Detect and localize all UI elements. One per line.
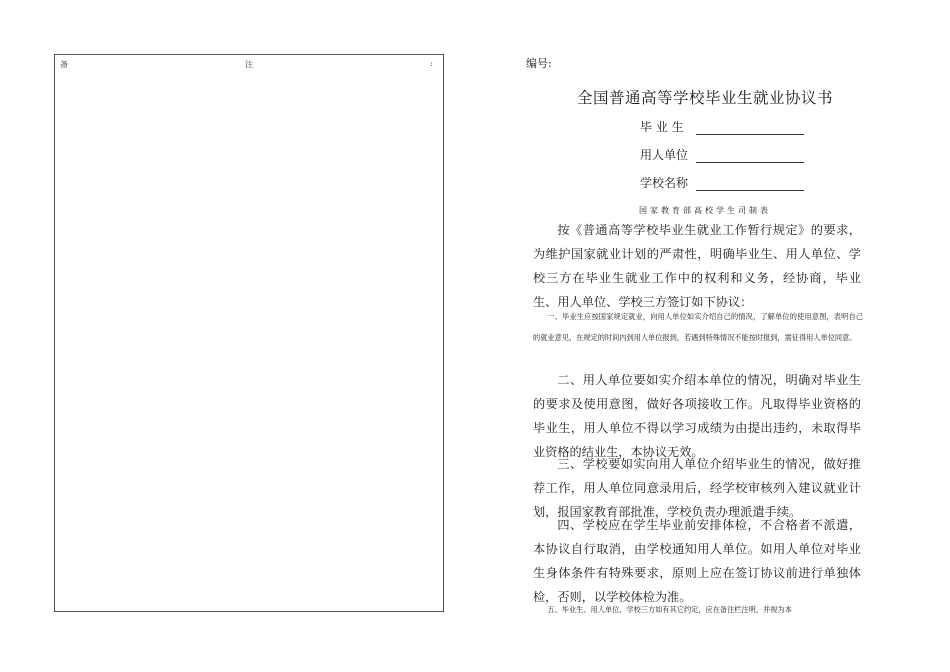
clause-5: 五、毕业生、用人单位、学校三方如有其它约定，应在备注栏注明，并视为本 (547, 605, 792, 614)
serial-number-label: 编号: (526, 57, 552, 70)
remarks-label-char-2: 注 (245, 60, 253, 69)
remarks-label-char-1: 备 (60, 60, 68, 69)
clause-3: 三、学校要如实向用人单位介绍毕业生的情况，做好推荐工作，用人单位同意录用后，经学校审核列入建议就业计划，报国家教育部批准，学校负责办理派遣手续。 (533, 457, 861, 519)
graduate-field (640, 118, 804, 135)
intro-paragraph: 按《普通高等学校毕业生就业工作暂行规定》的要求，为维护国家就业计划的严肃性，明确毕业生、用人单位、学校三方在毕业生就业工作中的权利和义务，经协商，毕业生、用人单位、学校三方签订如下协议： (533, 223, 861, 309)
employer-field-line[interactable] (696, 150, 804, 163)
employer-field-label: 用人单位 (640, 148, 689, 162)
remarks-label (55, 59, 443, 71)
document-title: 全国普通高等学校毕业生就业协议书 (576, 89, 833, 107)
employer-field (640, 146, 804, 163)
remarks-box (54, 54, 444, 612)
school-name-field-line[interactable] (696, 178, 804, 191)
clause-2: 二、用人单位要如实介绍本单位的情况，明确对毕业生的要求及使用意图，做好各项接收工作。凡取得毕业资格的毕业生，用人单位不得以学习成绩为由提出违约，未取得毕业资格的结业生，本协议无效。 (533, 373, 861, 459)
issuer-line: 国家教育部高校学生司制表 (639, 206, 771, 215)
remarks-label-colon: : (430, 59, 433, 68)
graduate-field-line[interactable] (696, 122, 804, 135)
graduate-field-label: 毕 业 生 (640, 120, 684, 134)
school-name-field (640, 174, 804, 191)
clause-4: 四、学校应在学生毕业前安排体检，不合格者不派遣，本协议自行取消，由学校通知用人单位。如用人单位对毕业生身体条件有特殊要求，原则上应在签订协议前进行单独体检，否则，以学校体检为准。 (533, 518, 861, 604)
school-name-field-label: 学校名称 (640, 176, 689, 190)
clause-1: 一、毕业生应按国家规定就业，向用人单位如实介绍自己的情况，了解单位的使用意图，表明自己的就业意见，在规定的时间内到用人单位报到，若遇到特殊情况不能按时报到，需征得用人单位同意。 (533, 312, 863, 342)
agreement-cover-page (520, 0, 863, 672)
